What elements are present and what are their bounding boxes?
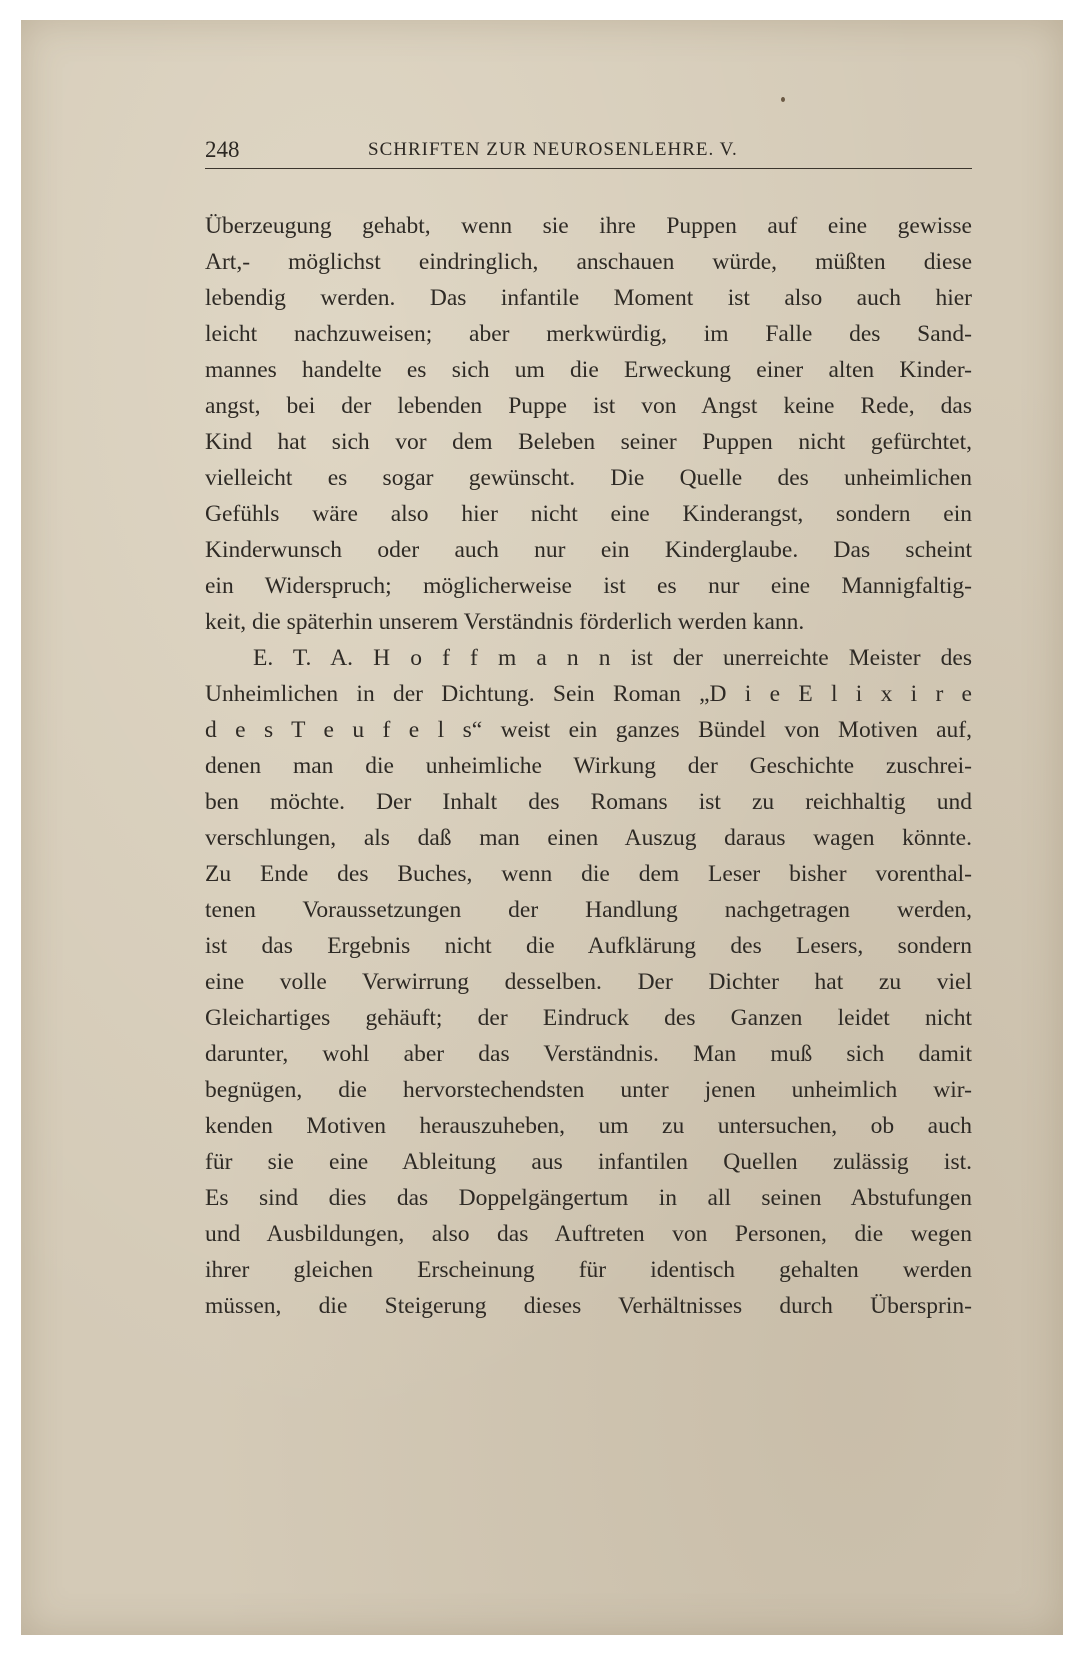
- page-number: 248: [205, 137, 240, 162]
- text-line: begnügen, die hervorstechendsten unter jenen unheimlich wir-: [205, 1077, 972, 1103]
- text-line: ist das Ergebnis nicht die Aufklärung des Lesers, sondern: [205, 933, 972, 959]
- page-header: [205, 136, 972, 169]
- running-title: SCHRIFTEN ZUR NEUROSENLEHRE. V.: [368, 139, 738, 160]
- text-line: verschlungen, als daß man einen Auszug daraus wagen könnte.: [205, 825, 972, 851]
- text-line: d e s T e u f e l s“ weist ein ganzes Bündel von Motiven auf,: [205, 717, 972, 743]
- text-line: ein Widerspruch; möglicherweise ist es nur eine Mannigfaltig-: [205, 573, 972, 599]
- text-line: Art,- möglichst eindringlich, anschauen würde, müßten diese: [205, 249, 972, 275]
- text-line: denen man die unheimliche Wirkung der Geschichte zuschrei-: [205, 753, 972, 779]
- text-line: ihrer gleichen Erscheinung für identisch gehalten werden: [205, 1257, 972, 1283]
- text-line: für sie eine Ableitung aus infantilen Quellen zulässig ist.: [205, 1149, 972, 1175]
- text-line: Gleichartiges gehäuft; der Eindruck des Ganzen leidet nicht: [205, 1005, 972, 1031]
- text-line: lebendig werden. Das infantile Moment ist also auch hier: [205, 285, 972, 311]
- text-line: E. T. A. H o f f m a n n ist der unerreichte Meister des: [253, 645, 972, 671]
- text-line: kenden Motiven herauszuheben, um zu untersuchen, ob auch: [205, 1113, 972, 1139]
- text-line: mannes handelte es sich um die Erweckung einer alten Kinder-: [205, 357, 972, 383]
- text-line: eine volle Verwirrung desselben. Der Dichter hat zu viel: [205, 969, 972, 995]
- text-line: Gefühls wäre also hier nicht eine Kinderangst, sondern ein: [205, 501, 972, 527]
- text-line: leicht nachzuweisen; aber merkwürdig, im Falle des Sand-: [205, 321, 972, 347]
- text-line: tenen Voraussetzungen der Handlung nachgetragen werden,: [205, 897, 972, 923]
- text-line: Unheimlichen in der Dichtung. Sein Roman „D i e E l i x i r e: [205, 681, 972, 707]
- text-line: Zu Ende des Buches, wenn die dem Leser bisher vorenthal-: [205, 861, 972, 887]
- text-line: ben möchte. Der Inhalt des Romans ist zu reichhaltig und: [205, 789, 972, 815]
- text-line: Überzeugung gehabt, wenn sie ihre Puppen auf eine gewisse: [205, 213, 972, 239]
- text-line: darunter, wohl aber das Verständnis. Man muß sich damit: [205, 1041, 972, 1067]
- text-line: Kinderwunsch oder auch nur ein Kinderglaube. Das scheint: [205, 537, 972, 563]
- text-line: Kind hat sich vor dem Beleben seiner Puppen nicht gefürchtet,: [205, 429, 972, 455]
- text-line: angst, bei der lebenden Puppe ist von Angst keine Rede, das: [205, 393, 972, 419]
- text-line: keit, die späterhin unserem Verständnis förderlich werden kann.: [205, 609, 805, 635]
- text-line: Es sind dies das Doppelgängertum in all seinen Abstufungen: [205, 1185, 972, 1211]
- text-line: und Ausbildungen, also das Auftreten von Personen, die wegen: [205, 1221, 972, 1247]
- text-line: vielleicht es sogar gewünscht. Die Quelle des unheimlichen: [205, 465, 972, 491]
- text-line: müssen, die Steigerung dieses Verhältnisses durch Übersprin-: [205, 1293, 972, 1319]
- body-text: [205, 208, 972, 1324]
- ink-spot: [781, 97, 785, 102]
